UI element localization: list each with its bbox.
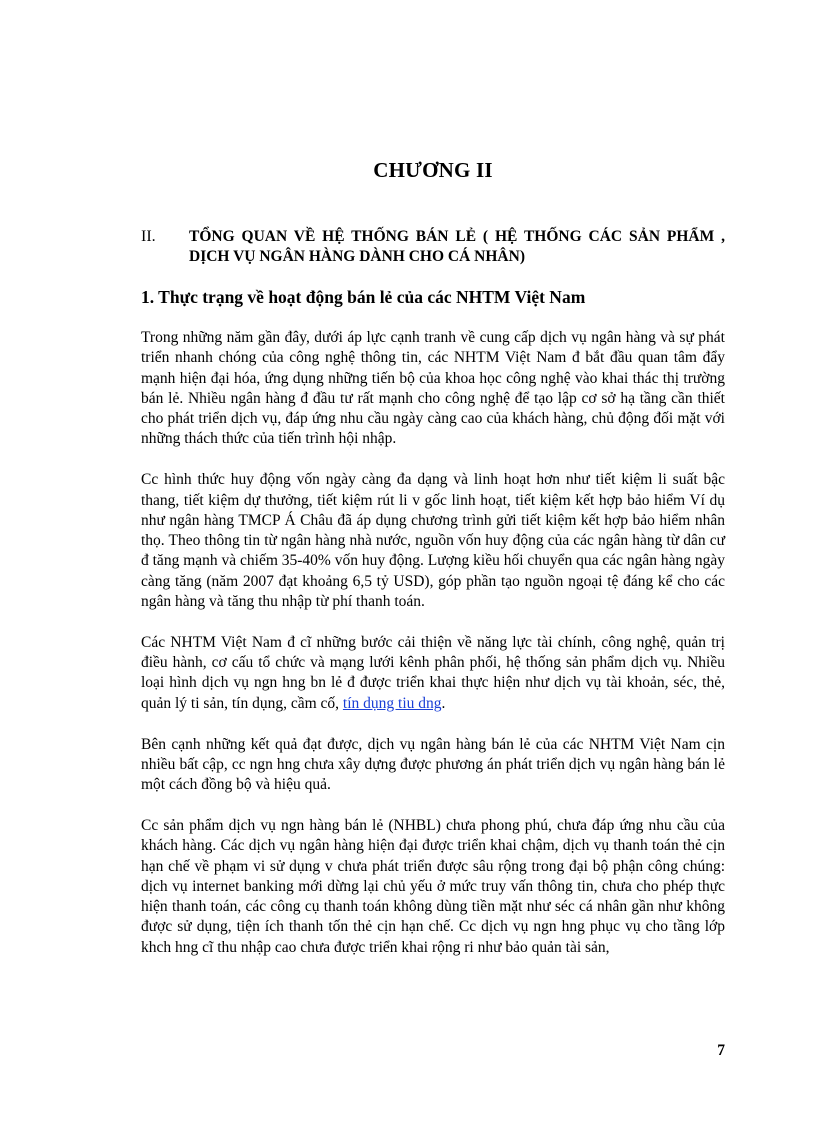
paragraph-3-trailing: .: [441, 694, 446, 712]
section-heading: [141, 227, 725, 267]
subsection-title: 1. Thực trạng về hoạt động bán lẻ của các NHTM Việt Nam: [141, 287, 586, 307]
paragraph-3: [141, 633, 725, 714]
chapter-title: CHƯƠNG II: [373, 158, 493, 182]
paragraph-5: Cc sản phẩm dịch vụ ngn hàng bán lẻ (NHBL) chưa phong phú, chưa đáp ứng nhu cầu của khách hàng. Các dịch vụ ngân hàng hiện đại được triển khai chậm, dịch vụ thanh toán thẻ cịn hạn chế về phạm vi sử dụng v chưa phát triển được sâu rộng trong đại bộ phận công chúng: dịch vụ internet banking mới dừng lại chủ yếu ở mức truy vấn thông tin, chưa cho phép thực hiện thanh toán, các công cụ thanh toán không dùng tiền mặt như séc cá nhân gần như không được sử dụng, tiện ích thanh tốn thẻ cịn hạn chế. Cc dịch vụ ngn hng phục vụ cho tầng lớp khch hng cĩ thu nhập cao chưa được triển khai rộng ri như bảo quản tài sản,: [141, 816, 725, 956]
consumer-credit-link[interactable]: tín dụng tiu dng: [342, 694, 442, 712]
paragraph-4: Bên cạnh những kết quả đạt được, dịch vụ ngân hàng bán lẻ của các NHTM Việt Nam cịn nhiều bất cập, cc ngn hng chưa xây dựng được phương án phát triển dịch vụ ngân hàng bán lẻ một cách đồng bộ và hiệu quả.: [141, 735, 725, 794]
section-number: II.: [141, 228, 156, 245]
page-number: 7: [717, 1042, 725, 1059]
paragraph-1: Trong những năm gần đây, dưới áp lực cạnh tranh về cung cấp dịch vụ ngân hàng và sự phát triển nhanh chóng của công nghệ thông tin, các NHTM Việt Nam đ bắt đầu quan tâm đẩy mạnh hiện đại hóa, ứng dụng những tiến bộ của khoa học công nghệ vào khai thác thị trường bán lẻ. Nhiều ngân hàng đ đầu tư rất mạnh cho công nghệ để tạo lập cơ sở hạ tầng cần thiết cho phát triển dịch vụ, đáp ứng nhu cầu ngày càng cao của khách hàng, chủ động đối mặt với những thách thức của tiến trình hội nhập.: [141, 329, 725, 448]
paragraph-3-text: Các NHTM Việt Nam đ cĩ những bước cải thiện về năng lực tài chính, công nghệ, quản trị điều hành, cơ cấu tổ chức và mạng lưới kênh phân phối, hệ thống sản phẩm dịch vụ. Nhiều loại hình dịch vụ ngn hng bn lẻ đ được triển khai thực hiện như dịch vụ tài khoản, séc, thẻ, quản lý ti sản, tín dụng, cầm cố,: [141, 633, 725, 712]
body-text: [141, 328, 725, 979]
section-title: TỔNG QUAN VỀ HỆ THỐNG BÁN LẺ ( HỆ THỐNG CÁC SẢN PHẨM , DỊCH VỤ NGÂN HÀNG DÀNH CHO CÁ NHÂN): [189, 228, 725, 265]
document-page: [141, 0, 725, 1123]
paragraph-2: Cc hình thức huy động vốn ngày càng đa dạng và linh hoạt hơn như tiết kiệm li suất bậc thang, tiết kiệm dự thưởng, tiết kiệm rút li v gốc linh hoạt, tiết kiệm kết hợp bảo hiểm Ví dụ như ngân hàng TMCP Á Châu đã áp dụng chương trình gửi tiết kiệm kết hợp bảo hiểm nhân thọ. Theo thông tin từ ngân hàng nhà nước, nguồn vốn huy động của các ngân hàng từ dân cư đ tăng mạnh và chiếm 35-40% vốn huy động. Lượng kiều hối chuyển qua các ngân hàng ngày càng tăng (năm 2007 đạt khoảng 6,5 tỷ USD), góp phần tạo nguồn ngoại tệ đáng kể cho các ngân hàng và tăng thu nhập từ phí thanh toán.: [141, 471, 725, 611]
